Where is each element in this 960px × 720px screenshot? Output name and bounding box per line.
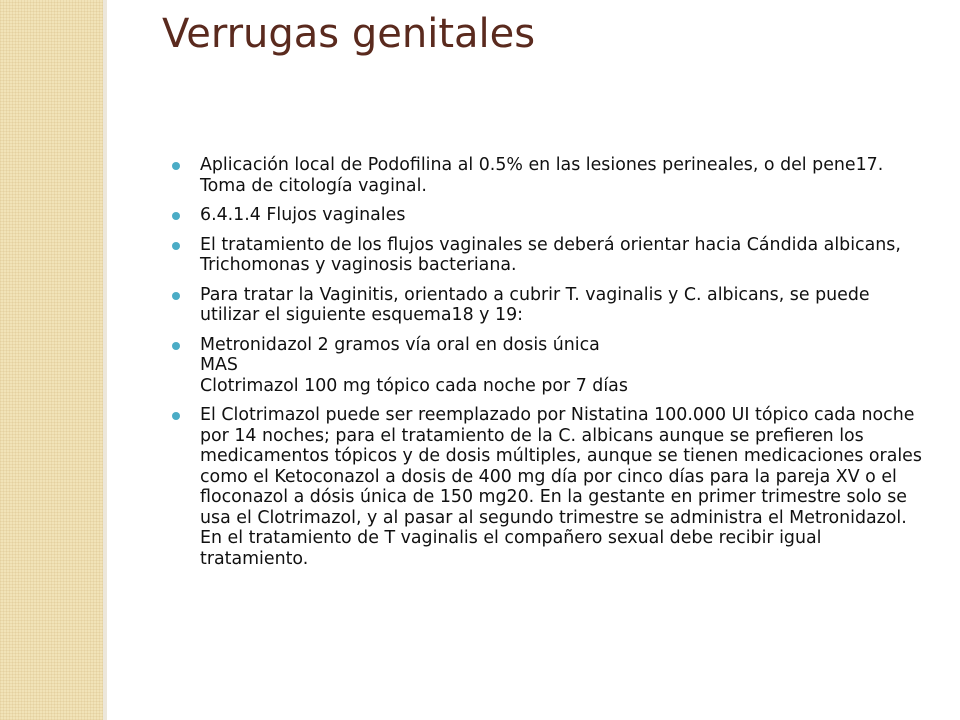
bullet-text: Aplicación local de Podofilina al 0.5% en las lesiones perineales, o del pene17. Toma de citología vaginal. [200,155,884,196]
bullet-dot-icon [172,292,180,300]
bullet-dot-icon [172,162,180,170]
bullet-item-podofilina [163,155,928,196]
bullet-dot-icon [172,242,180,250]
bullet-dot-icon [172,342,180,350]
bullet-line: MAS [200,355,238,375]
bullet-text: Para tratar la Vaginitis, orientado a cubrir T. vaginalis y C. albicans, se puede utilizar el siguiente esquema18 y 19: [200,284,870,325]
bullet-item-vaginitis [163,285,928,326]
bullet-text: El tratamiento de los flujos vaginales se deberá orientar hacia Cándida albicans, Trichomonas y vaginosis bacteriana. [200,234,901,275]
bullet-item-clotrimazol [163,405,928,569]
bullet-text: El Clotrimazol puede ser reemplazado por Nistatina 100.000 UI tópico cada noche por 14 noches; para el tratamiento de la C. albicans aunque se prefieren los medicamentos tópicos y de dosis múltiples, aunque se tienen medicaciones orales como el Ketoconazol a dosis de 400 mg día por cinco días para la pareja XV o el floconazol a dósis única de 150 mg20. En la gestante en primer trimestre solo se usa el Clotrimazol, y al pasar al segundo trimestre se administra el Metronidazol. En el tratamiento de T vaginalis el compañero sexual debe recibir igual tratamiento. [200,405,922,569]
bullet-item-tratamiento-flujos [163,235,928,276]
bullet-text: 6.4.1.4 Flujos vaginales [200,205,406,225]
decorative-side-band [0,0,103,720]
decorative-side-divider [103,0,107,720]
bullet-dot-icon [172,412,180,420]
bullet-line: Clotrimazol 100 mg tópico cada noche por 7 días [200,375,628,396]
bullet-dot-icon [172,212,180,220]
slide-title: Verrugas genitales [162,11,536,57]
bullet-line: Metronidazol 2 gramos vía oral en dosis única [200,334,600,355]
bullet-list [163,155,928,578]
bullet-item-metronidazol [163,335,928,397]
bullet-item-flujos-vaginales [163,205,928,226]
